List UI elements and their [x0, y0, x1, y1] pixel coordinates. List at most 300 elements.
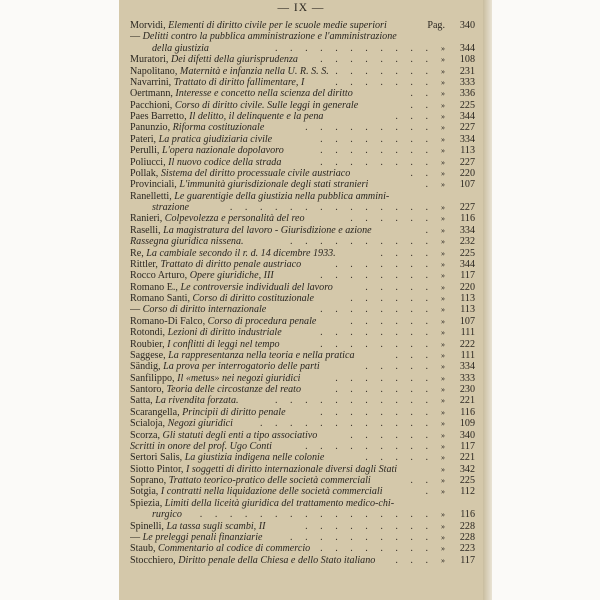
entry-page-number: 228 [459, 531, 475, 543]
entry-text [130, 521, 265, 532]
ditto-mark: » [441, 419, 445, 429]
ditto-mark: » [441, 100, 445, 110]
entry-text [130, 54, 298, 65]
entry-page-number: 111 [460, 349, 475, 361]
entry-page-number: 222 [459, 338, 475, 350]
entry-title: Delitti contro la pubblica amministrazione e l'amministrazione [142, 31, 397, 43]
index-entry [130, 373, 475, 384]
index-entry [130, 54, 475, 65]
entry-text [130, 100, 358, 111]
index-entry [130, 521, 475, 532]
index-entry [130, 270, 475, 281]
index-entry [130, 395, 475, 406]
entry-author: Spinelli, [130, 520, 164, 532]
entry-title: Commentario al codice di commercio [158, 543, 311, 555]
leader-dots: . . . . . . . [335, 65, 433, 77]
entry-page-number: 109 [459, 418, 475, 430]
entry-title: Sistema del diritto processuale civile austriaco [160, 167, 351, 179]
entry-title: I contratti nella liquidazione delle società commerciali [160, 486, 383, 498]
entry-author: Siotto Pintor, [130, 463, 184, 475]
leader-dots: . . . . . . . . [320, 145, 433, 157]
index-list [130, 20, 475, 566]
entry-author: Paes Barretto, [130, 111, 187, 122]
entry-title: Corso di diritto internazionale [142, 304, 267, 316]
entry-text [130, 407, 286, 418]
leader-dots: . . [410, 88, 433, 100]
leader-dots: . . . [395, 349, 433, 361]
leader-dots: . . . . . [365, 452, 433, 464]
index-entry [130, 122, 475, 133]
entry-page-number: 220 [459, 167, 475, 179]
entry-page-number: 225 [459, 247, 475, 259]
index-entry [130, 441, 475, 452]
ditto-mark: » [441, 134, 445, 144]
ditto-mark: » [441, 521, 445, 531]
entry-page-number: 230 [459, 384, 475, 395]
ditto-mark: » [441, 180, 445, 190]
index-entry [130, 248, 475, 259]
ditto-mark: » [441, 385, 445, 394]
leader-dots: . . . . . . [350, 213, 433, 225]
ditto-mark: » [441, 123, 445, 133]
ditto-mark: » [441, 112, 445, 121]
leader-dots: . [425, 224, 433, 236]
entry-text [130, 418, 233, 429]
index-entry [130, 509, 475, 520]
entry-author: Romano E., [130, 281, 178, 293]
entry-title: Trattato teorico-pratico delle società commerciali [168, 475, 371, 486]
entry-text [130, 248, 336, 259]
ditto-mark: » [441, 77, 445, 87]
entry-author: Stocchiero, [130, 554, 176, 566]
ditto-mark: » [441, 555, 445, 565]
entry-page-number: 334 [459, 133, 475, 145]
entry-title: Le controversie individuali del lavoro [180, 281, 333, 293]
index-entry [130, 384, 475, 395]
entry-title: della giustizia [152, 42, 209, 54]
leader-dots: . . . . . . . . [320, 327, 433, 339]
leader-dots: . . . . . . . . . [305, 520, 433, 532]
entry-page-number: 344 [459, 111, 475, 122]
entry-title: strazione [152, 202, 190, 213]
entry-author: Raselli, [130, 224, 161, 236]
index-entry [130, 532, 475, 543]
entry-page-number: 113 [460, 145, 475, 157]
ditto-mark: » [441, 373, 445, 383]
entry-text [130, 316, 316, 327]
index-entry [130, 20, 475, 31]
entry-text [130, 88, 353, 99]
entry-title: Maternità e infanzia nella U. R. S. S. [179, 65, 329, 77]
index-entry [130, 88, 475, 99]
ditto-mark: » [441, 248, 445, 258]
entry-author: Panunzio, [130, 122, 171, 134]
leader-dots: . . . . . . . . [320, 304, 433, 316]
leader-dots: . . . . . . . . [320, 54, 433, 66]
entry-text [130, 327, 282, 338]
entry-title: Riforma costituzionale [172, 122, 265, 134]
entry-page-number: 117 [460, 270, 475, 282]
entry-page-number: 117 [460, 554, 475, 566]
book-page [119, 0, 483, 600]
index-entry [130, 100, 475, 111]
index-entry [130, 486, 475, 497]
index-entry [130, 350, 475, 361]
entry-page-number: 334 [459, 224, 475, 236]
leader-dots: . . . . . . . . . . . . [259, 418, 433, 430]
entry-title: L'opera nazionale dopolavoro [161, 145, 284, 157]
page-number: — IX — [277, 2, 325, 14]
ditto-mark: » [441, 146, 445, 156]
ditto-mark: » [441, 362, 445, 372]
index-entry [130, 418, 475, 429]
entry-text [130, 304, 266, 315]
entry-text [130, 430, 317, 441]
index-entry [130, 77, 475, 88]
index-entry [130, 236, 475, 247]
index-entry [130, 327, 475, 338]
entry-page-number: 220 [459, 281, 475, 293]
leader-dots: . . . . . . [350, 293, 433, 304]
entry-author: Rittler, [130, 258, 158, 270]
leader-dots: . . . . . [365, 281, 433, 293]
entry-author: Roubier, [130, 338, 165, 350]
entry-text [130, 452, 324, 463]
ditto-mark: » [441, 66, 445, 76]
entry-title: Interesse e concetto nella scienza del diritto [175, 88, 353, 100]
entry-title: Il «metus» nei negozi giuridici [177, 372, 301, 384]
entry-author: Oertmann, [130, 88, 173, 100]
entry-title: La cambiale secondo il r. d. 14 dicembre 1933. [146, 247, 336, 259]
entry-title: Opere giuridiche, III [189, 270, 274, 282]
entry-text [130, 31, 397, 42]
entry-author: Poliucci, [130, 156, 166, 168]
entry-text [130, 66, 329, 77]
index-entry [130, 304, 475, 315]
entry-title: Principii di diritto penale [182, 406, 286, 418]
entry-text [130, 134, 272, 145]
leader-dots: . . . . . . . . . . . . . . . . [199, 509, 433, 521]
leader-dots: . . [410, 99, 433, 111]
entry-text [130, 395, 239, 406]
entry-author: Sändig, [130, 361, 161, 373]
entry-author: Rocco Arturo, [130, 270, 188, 282]
entry-author: Napolitano, [130, 65, 178, 77]
entry-text [130, 282, 333, 293]
entry-page-number: 232 [459, 236, 475, 248]
leader-dots: . . . . . . . . [320, 338, 433, 350]
leader-dots: . . . . . . [350, 315, 433, 327]
entry-text [130, 441, 272, 452]
pag-label: Pag. [427, 20, 445, 31]
entry-title: La magistratura del lavoro - Giurisdizione e azione [163, 224, 372, 236]
entry-page-number: 227 [459, 156, 475, 168]
entry-page-number: 107 [459, 179, 475, 191]
index-entry [130, 31, 475, 42]
ditto-mark: » [441, 339, 445, 349]
leader-dots: . . [410, 475, 433, 486]
entry-author: Staub, [130, 543, 156, 555]
ditto-mark: » [441, 453, 445, 463]
leader-dots: . . . . . . . . . . . [275, 395, 433, 407]
entry-title: La giustizia indigena nelle colonie [184, 452, 325, 464]
index-entry [130, 464, 475, 475]
entry-author: Muratori, [130, 54, 169, 66]
ditto-mark: » [441, 487, 445, 497]
ditto-mark: » [441, 168, 445, 178]
entry-page-number: 340 [459, 429, 475, 441]
ditto-mark: » [441, 328, 445, 338]
leader-dots: . . . . . . . . [320, 270, 433, 282]
entry-author: Pollak, [130, 167, 159, 179]
leader-dots: . [425, 179, 433, 191]
entry-page-number: 336 [459, 88, 475, 100]
leader-dots: . . . . . . . . . . . [275, 42, 433, 54]
index-entry [130, 316, 475, 327]
entry-text [130, 555, 375, 566]
entry-page-number: 231 [459, 65, 475, 77]
entry-author: Soprano, [130, 475, 167, 486]
entry-author: Saggese, [130, 349, 166, 361]
ditto-mark: » [441, 43, 445, 53]
entry-text [130, 179, 368, 190]
entry-author: Navarrini, [130, 76, 172, 88]
entry-author: Scialoja, [130, 418, 166, 430]
entry-title: Teoria delle circostanze del reato [166, 384, 302, 395]
index-entry [130, 157, 475, 168]
ditto-mark: » [441, 464, 445, 474]
entry-author: Pateri, [130, 133, 157, 145]
entry-text [130, 532, 263, 543]
index-entry [130, 145, 475, 156]
entry-author: Rotondi, [130, 327, 166, 339]
leader-dots: . . . . . . . . [320, 543, 433, 555]
entry-title: I soggetti di diritto internazionale diversi dagli Stati [185, 463, 398, 475]
entry-text [130, 145, 284, 156]
leader-dots: . . . . [380, 247, 433, 259]
index-entry [130, 339, 475, 350]
entry-title: Limiti della liceità giuridica del trattamento medico-chi- [164, 497, 395, 509]
leader-dots: . . . . . . . . . . [290, 531, 433, 543]
ditto-mark: » [441, 430, 445, 440]
entry-author: Santoro, [130, 384, 164, 395]
entry-page-number: 116 [460, 509, 475, 521]
ditto-mark: » [441, 476, 445, 485]
entry-page-number: 221 [459, 395, 475, 407]
index-entry [130, 179, 475, 190]
entry-title: Elementi di diritto civile per le scuole medie superiori [168, 20, 387, 31]
entry-title: Dei difetti della giurisprudenza [170, 54, 298, 66]
ditto-mark: » [441, 532, 445, 542]
entry-page-number: 221 [459, 452, 475, 464]
index-entry [130, 452, 475, 463]
leader-dots: . . . . . . . [335, 76, 433, 88]
entry-text [130, 464, 397, 475]
index-entry [130, 259, 475, 270]
ditto-mark: » [441, 225, 445, 235]
entry-text [152, 509, 182, 520]
index-entry [130, 293, 475, 304]
entry-page-number: 225 [459, 475, 475, 486]
entry-title: Negozi giuridici [167, 418, 233, 430]
ditto-mark: » [441, 55, 445, 65]
leader-dots: . . . . . . . . [320, 156, 433, 168]
entry-title: rurgico [152, 509, 182, 521]
entry-page-number: 223 [459, 543, 475, 555]
ditto-mark: » [441, 441, 445, 451]
entry-title: La rappresentanza nella teoria e nella pratica [168, 349, 355, 361]
leader-dots: . . . . . . . . . [305, 440, 433, 452]
entry-page-number: 333 [459, 372, 475, 384]
entry-author: Re, [130, 247, 144, 259]
entry-text [130, 339, 280, 350]
ditto-mark: » [441, 407, 445, 417]
entry-author: Sertori Salis, [130, 452, 183, 464]
leader-dots: . [425, 486, 433, 498]
entry-title: Gli statuti degli enti a tipo associativo [162, 429, 318, 441]
entry-title: Corso di diritto costituzionale [192, 293, 314, 304]
ditto-mark: » [441, 157, 445, 167]
entry-text [130, 373, 300, 384]
entry-text [130, 350, 355, 361]
entry-title: Diritto penale della Chiesa e dello Stato italiano [178, 554, 376, 566]
index-entry [130, 407, 475, 418]
index-entry [130, 361, 475, 372]
index-entry [130, 555, 475, 566]
ditto-mark: » [441, 350, 445, 360]
entry-title: Trattato di diritto penale austriaco [160, 258, 302, 270]
ditto-mark: » [441, 214, 445, 224]
entry-author: — [130, 31, 143, 43]
index-entry [130, 191, 475, 202]
entry-page-number: 112 [460, 486, 475, 498]
entry-text [130, 236, 244, 247]
ditto-mark: » [441, 305, 445, 315]
entry-title: Scritti in onore del prof. Ugo Conti [130, 440, 272, 452]
leader-dots: . . . . . [365, 361, 433, 373]
leader-dots: . . . . . . . [335, 372, 433, 384]
index-entry [130, 213, 475, 224]
entry-author: Sotgia, [130, 486, 159, 498]
entry-text [152, 43, 209, 54]
entry-text [130, 111, 323, 122]
entry-title: Rassegna giuridica nissena. [130, 236, 244, 248]
entry-page-number: 334 [459, 361, 475, 373]
entry-title: La pratica giudiziaria civile [158, 133, 273, 145]
leader-dots: . . . [395, 554, 433, 566]
index-entry [130, 66, 475, 77]
index-entry [130, 282, 475, 293]
entry-title: Le guarentigie della giustizia nella pubblica ammini- [174, 190, 390, 202]
ditto-mark: » [441, 89, 445, 99]
leader-dots: . . . . . . [350, 429, 433, 441]
leader-dots: . . . . . . . [335, 384, 433, 395]
entry-author: — [130, 531, 143, 543]
entry-page-number: 225 [459, 99, 475, 111]
entry-title: Colpevolezza e personalità del reo [164, 213, 305, 225]
entry-title: Corso di procedura penale [207, 315, 317, 327]
entry-text [130, 213, 305, 224]
entry-text [130, 270, 274, 281]
entry-page-number: 227 [459, 122, 475, 134]
index-entry [130, 225, 475, 236]
entry-page-number: 117 [460, 440, 475, 452]
index-entry [130, 202, 475, 213]
index-entry [130, 475, 475, 486]
entry-title: Le preleggi penali finanziarie [142, 531, 263, 543]
entry-text [130, 20, 387, 31]
entry-text [130, 293, 314, 304]
leader-dots: . . . . . . . . [320, 406, 433, 418]
entry-page-number: 116 [460, 213, 475, 225]
entry-author: Satta, [130, 395, 153, 407]
entry-page-number: 227 [459, 202, 475, 213]
entry-title: Il delitto, il delinquente e la pena [189, 111, 324, 122]
leader-dots: . . . . . . . . . . [290, 236, 433, 248]
entry-author: — [130, 304, 143, 316]
entry-page-number: 108 [459, 54, 475, 66]
ditto-mark: » [441, 259, 445, 269]
entry-text [130, 543, 310, 554]
entry-page-number: 333 [459, 76, 475, 88]
ditto-mark: » [441, 396, 445, 406]
ditto-mark: » [441, 510, 445, 520]
entry-author: Ranelletti, [130, 190, 172, 202]
leader-dots: . . . . . . . [335, 258, 433, 270]
entry-text [130, 361, 320, 372]
entry-page-number: 113 [460, 293, 475, 304]
index-entry [130, 168, 475, 179]
ditto-mark: » [441, 316, 445, 326]
entry-text [152, 202, 189, 213]
index-entry [130, 543, 475, 554]
entry-title: Lezioni di diritto industriale [167, 327, 282, 339]
entry-text [130, 475, 371, 486]
entry-author: Provinciali, [130, 179, 177, 191]
index-entry [130, 134, 475, 145]
leader-dots: . . [410, 167, 433, 179]
entry-title: La prova per interrogatorio delle parti [163, 361, 320, 373]
entry-text [130, 384, 301, 395]
entry-title: L'immunità giurisdizionale degli stati stranieri [179, 179, 369, 191]
index-entry [130, 498, 475, 509]
index-entry [130, 111, 475, 122]
entry-page-number: 116 [460, 406, 475, 418]
entry-text [130, 191, 389, 202]
ditto-mark: » [441, 237, 445, 247]
entry-page-number: 113 [460, 304, 475, 316]
entry-page-number: 344 [459, 258, 475, 270]
entry-text [130, 498, 394, 509]
entry-title: Trattato di diritto fallimentare, I [173, 76, 305, 88]
entry-title: Corso di diritto civile. Sulle leggi in generale [174, 99, 359, 111]
entry-text [130, 122, 264, 133]
leader-dots: . . . . . . . . [320, 133, 433, 145]
page-gutter [483, 0, 492, 600]
entry-title: Il nuovo codice della strada [168, 156, 282, 168]
entry-text [130, 259, 301, 270]
entry-page-number: 107 [459, 315, 475, 327]
entry-page-number: 340 [459, 20, 475, 31]
entry-author: Romano Santi, [130, 293, 191, 304]
entry-text [130, 77, 304, 88]
entry-text [130, 486, 383, 497]
entry-author: Romano-Di Falco, [130, 315, 206, 327]
index-entry [130, 43, 475, 54]
entry-title: La tassa sugli scambi, II [166, 520, 266, 532]
ditto-mark: » [441, 282, 445, 292]
entry-text [130, 168, 350, 179]
